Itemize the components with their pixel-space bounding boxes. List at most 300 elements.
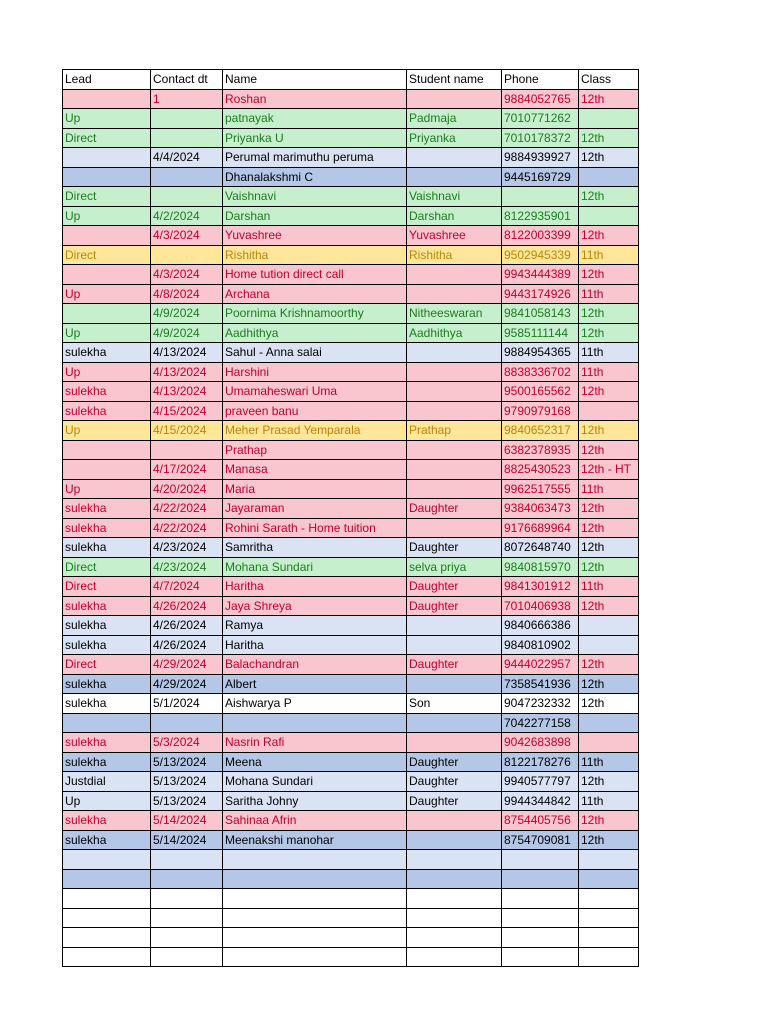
table-row: [63, 830, 639, 850]
student-name-cell[interactable]: [407, 265, 502, 285]
contact-dt-cell[interactable]: 5/1/2024: [151, 694, 223, 714]
phone-cell[interactable]: 8754709081: [502, 830, 579, 850]
class-cell[interactable]: 12th: [579, 128, 639, 148]
name-cell[interactable]: patnayak: [223, 109, 407, 129]
name-cell[interactable]: Perumal marimuthu peruma: [223, 148, 407, 168]
class-cell[interactable]: [579, 850, 639, 870]
student-name-cell[interactable]: [407, 733, 502, 753]
phone-cell[interactable]: 9500165562: [502, 382, 579, 402]
student-name-cell[interactable]: [407, 635, 502, 655]
class-cell[interactable]: 12th: [579, 655, 639, 675]
phone-cell[interactable]: 9384063473: [502, 499, 579, 519]
student-name-cell[interactable]: Nitheeswaran: [407, 304, 502, 324]
table-row: [63, 304, 639, 324]
table-row: [63, 109, 639, 129]
table-row: [63, 245, 639, 265]
contact-dt-cell[interactable]: [151, 440, 223, 460]
contact-dt-cell[interactable]: 5/14/2024: [151, 830, 223, 850]
contact-dt-cell[interactable]: 4/4/2024: [151, 148, 223, 168]
phone-cell[interactable]: 9944344842: [502, 791, 579, 811]
contact-dt-cell[interactable]: 4/13/2024: [151, 343, 223, 363]
lead-cell[interactable]: Up: [63, 323, 151, 343]
phone-cell[interactable]: 7010771262: [502, 109, 579, 129]
class-cell[interactable]: [579, 947, 639, 967]
class-cell[interactable]: 12th - HT: [579, 460, 639, 480]
class-cell[interactable]: 11th: [579, 284, 639, 304]
contact-dt-cell[interactable]: 4/9/2024: [151, 304, 223, 324]
student-name-cell[interactable]: [407, 479, 502, 499]
student-name-cell[interactable]: [407, 440, 502, 460]
name-cell[interactable]: [223, 889, 407, 909]
lead-cell[interactable]: sulekha: [63, 830, 151, 850]
name-cell[interactable]: Meher Prasad Yemparala: [223, 421, 407, 441]
lead-cell[interactable]: [63, 226, 151, 246]
name-cell[interactable]: Albert: [223, 674, 407, 694]
contact-dt-cell[interactable]: [151, 908, 223, 928]
header-name[interactable]: Name: [223, 70, 407, 90]
table-row: [63, 382, 639, 402]
student-name-cell[interactable]: Daughter: [407, 655, 502, 675]
student-name-cell[interactable]: Prathap: [407, 421, 502, 441]
student-name-cell[interactable]: Daughter: [407, 577, 502, 597]
phone-cell[interactable]: [502, 908, 579, 928]
lead-cell[interactable]: [63, 265, 151, 285]
table-row: [63, 89, 639, 109]
phone-cell[interactable]: 8838336702: [502, 362, 579, 382]
table-row: [63, 343, 639, 363]
class-cell[interactable]: [579, 869, 639, 889]
student-name-cell[interactable]: Daughter: [407, 772, 502, 792]
phone-cell[interactable]: 8754405756: [502, 811, 579, 831]
contact-dt-cell[interactable]: [151, 889, 223, 909]
name-cell[interactable]: Haritha: [223, 577, 407, 597]
class-cell[interactable]: [579, 206, 639, 226]
lead-cell[interactable]: [63, 908, 151, 928]
phone-cell[interactable]: [502, 869, 579, 889]
contact-dt-cell[interactable]: 5/13/2024: [151, 752, 223, 772]
phone-cell[interactable]: [502, 947, 579, 967]
lead-cell[interactable]: Direct: [63, 245, 151, 265]
lead-cell[interactable]: [63, 850, 151, 870]
student-name-cell[interactable]: [407, 284, 502, 304]
phone-cell[interactable]: 9884939927: [502, 148, 579, 168]
contact-dt-cell[interactable]: 1: [151, 89, 223, 109]
name-cell[interactable]: Mohana Sundari: [223, 772, 407, 792]
student-name-cell[interactable]: [407, 947, 502, 967]
lead-cell[interactable]: Up: [63, 109, 151, 129]
name-cell[interactable]: Aadhithya: [223, 323, 407, 343]
class-cell[interactable]: 12th: [579, 772, 639, 792]
name-cell[interactable]: Sahinaa Afrin: [223, 811, 407, 831]
phone-cell[interactable]: 9840815970: [502, 557, 579, 577]
lead-cell[interactable]: sulekha: [63, 811, 151, 831]
class-cell[interactable]: [579, 167, 639, 187]
phone-cell[interactable]: 6382378935: [502, 440, 579, 460]
header-phone[interactable]: Phone: [502, 70, 579, 90]
contact-dt-cell[interactable]: [151, 713, 223, 733]
student-name-cell[interactable]: Priyanka: [407, 128, 502, 148]
table-row: [63, 440, 639, 460]
table-row: [63, 752, 639, 772]
name-cell[interactable]: Aishwarya P: [223, 694, 407, 714]
contact-dt-cell[interactable]: [151, 850, 223, 870]
name-cell[interactable]: Home tution direct call: [223, 265, 407, 285]
student-name-cell[interactable]: Daughter: [407, 791, 502, 811]
contact-dt-cell[interactable]: 4/26/2024: [151, 596, 223, 616]
lead-cell[interactable]: Direct: [63, 187, 151, 207]
lead-cell[interactable]: sulekha: [63, 752, 151, 772]
name-cell[interactable]: Dhanalakshmi C: [223, 167, 407, 187]
phone-cell[interactable]: 9790979168: [502, 401, 579, 421]
table-row: [63, 596, 639, 616]
class-cell[interactable]: 12th: [579, 89, 639, 109]
lead-cell[interactable]: Direct: [63, 655, 151, 675]
lead-cell[interactable]: Up: [63, 791, 151, 811]
phone-cell[interactable]: 9443174926: [502, 284, 579, 304]
lead-cell[interactable]: [63, 713, 151, 733]
phone-cell[interactable]: 9585111144: [502, 323, 579, 343]
lead-cell[interactable]: [63, 440, 151, 460]
class-cell[interactable]: 11th: [579, 245, 639, 265]
phone-cell[interactable]: 9445169729: [502, 167, 579, 187]
phone-cell[interactable]: 7010178372: [502, 128, 579, 148]
student-name-cell[interactable]: Son: [407, 694, 502, 714]
lead-cell[interactable]: sulekha: [63, 733, 151, 753]
lead-cell[interactable]: Up: [63, 206, 151, 226]
student-name-cell[interactable]: Daughter: [407, 499, 502, 519]
contact-dt-cell[interactable]: [151, 128, 223, 148]
phone-cell[interactable]: [502, 187, 579, 207]
name-cell[interactable]: Haritha: [223, 635, 407, 655]
contact-dt-cell[interactable]: [151, 187, 223, 207]
student-name-cell[interactable]: Daughter: [407, 596, 502, 616]
name-cell[interactable]: Manasa: [223, 460, 407, 480]
name-cell[interactable]: Samritha: [223, 538, 407, 558]
class-cell[interactable]: 12th: [579, 265, 639, 285]
lead-cell[interactable]: sulekha: [63, 343, 151, 363]
class-cell[interactable]: 12th: [579, 830, 639, 850]
name-cell[interactable]: Umamaheswari Uma: [223, 382, 407, 402]
phone-cell[interactable]: 8825430523: [502, 460, 579, 480]
table-row: [63, 772, 639, 792]
lead-cell[interactable]: sulekha: [63, 694, 151, 714]
phone-cell[interactable]: 9444022957: [502, 655, 579, 675]
contact-dt-cell[interactable]: 5/14/2024: [151, 811, 223, 831]
class-cell[interactable]: 12th: [579, 382, 639, 402]
phone-cell[interactable]: 8072648740: [502, 538, 579, 558]
student-name-cell[interactable]: Yuvashree: [407, 226, 502, 246]
student-name-cell[interactable]: [407, 382, 502, 402]
name-cell[interactable]: Priyanka U: [223, 128, 407, 148]
lead-cell[interactable]: sulekha: [63, 401, 151, 421]
class-cell[interactable]: 12th: [579, 421, 639, 441]
contact-dt-cell[interactable]: 4/8/2024: [151, 284, 223, 304]
name-cell[interactable]: [223, 869, 407, 889]
lead-cell[interactable]: sulekha: [63, 674, 151, 694]
class-cell[interactable]: [579, 401, 639, 421]
name-cell[interactable]: [223, 947, 407, 967]
contact-dt-cell[interactable]: 4/15/2024: [151, 401, 223, 421]
header-student-name[interactable]: Student name: [407, 70, 502, 90]
student-name-cell[interactable]: Daughter: [407, 752, 502, 772]
name-cell[interactable]: Sahul - Anna salai: [223, 343, 407, 363]
class-cell[interactable]: 12th: [579, 323, 639, 343]
student-name-cell[interactable]: [407, 889, 502, 909]
lead-cell[interactable]: [63, 947, 151, 967]
name-cell[interactable]: Saritha Johny: [223, 791, 407, 811]
contact-dt-cell[interactable]: 5/13/2024: [151, 791, 223, 811]
student-name-cell[interactable]: [407, 460, 502, 480]
class-cell[interactable]: 12th: [579, 440, 639, 460]
contact-dt-cell[interactable]: 4/23/2024: [151, 538, 223, 558]
table-row: [63, 635, 639, 655]
student-name-cell[interactable]: Aadhithya: [407, 323, 502, 343]
class-cell[interactable]: [579, 889, 639, 909]
phone-cell[interactable]: 9840810902: [502, 635, 579, 655]
name-cell[interactable]: Darshan: [223, 206, 407, 226]
table-row: [63, 889, 639, 909]
student-name-cell[interactable]: [407, 167, 502, 187]
table-row: [63, 869, 639, 889]
phone-cell[interactable]: 7358541936: [502, 674, 579, 694]
table-row: [63, 187, 639, 207]
name-cell[interactable]: Mohana Sundari: [223, 557, 407, 577]
table-row: [63, 928, 639, 948]
phone-cell[interactable]: 8122935901: [502, 206, 579, 226]
lead-cell[interactable]: [63, 928, 151, 948]
name-cell[interactable]: Meenakshi manohar: [223, 830, 407, 850]
student-name-cell[interactable]: [407, 616, 502, 636]
lead-cell[interactable]: Direct: [63, 557, 151, 577]
phone-cell[interactable]: 9962517555: [502, 479, 579, 499]
student-name-cell[interactable]: [407, 148, 502, 168]
lead-cell[interactable]: Justdial: [63, 772, 151, 792]
student-name-cell[interactable]: [407, 811, 502, 831]
name-cell[interactable]: Prathap: [223, 440, 407, 460]
lead-cell[interactable]: sulekha: [63, 635, 151, 655]
student-name-cell[interactable]: [407, 850, 502, 870]
student-name-cell[interactable]: selva priya: [407, 557, 502, 577]
table-row: [63, 713, 639, 733]
lead-cell[interactable]: [63, 869, 151, 889]
student-name-cell[interactable]: Darshan: [407, 206, 502, 226]
phone-cell[interactable]: 9840652317: [502, 421, 579, 441]
contact-dt-cell[interactable]: 4/13/2024: [151, 382, 223, 402]
phone-cell[interactable]: 9940577797: [502, 772, 579, 792]
header-contact-dt[interactable]: Contact dt: [151, 70, 223, 90]
student-name-cell[interactable]: [407, 928, 502, 948]
lead-cell[interactable]: [63, 148, 151, 168]
name-cell[interactable]: Ramya: [223, 616, 407, 636]
class-cell[interactable]: 11th: [579, 791, 639, 811]
contact-dt-cell[interactable]: 4/3/2024: [151, 265, 223, 285]
contact-dt-cell[interactable]: 4/29/2024: [151, 655, 223, 675]
contact-dt-cell[interactable]: [151, 109, 223, 129]
name-cell[interactable]: [223, 850, 407, 870]
name-cell[interactable]: [223, 713, 407, 733]
table-row: [63, 401, 639, 421]
lead-cell[interactable]: sulekha: [63, 499, 151, 519]
phone-cell[interactable]: 9841301912: [502, 577, 579, 597]
phone-cell[interactable]: 9176689964: [502, 518, 579, 538]
name-cell[interactable]: Jaya Shreya: [223, 596, 407, 616]
class-cell[interactable]: 11th: [579, 343, 639, 363]
contact-dt-cell[interactable]: 4/23/2024: [151, 557, 223, 577]
contact-dt-cell[interactable]: 4/22/2024: [151, 499, 223, 519]
table-row: [63, 518, 639, 538]
name-cell[interactable]: Yuvashree: [223, 226, 407, 246]
class-cell[interactable]: [579, 928, 639, 948]
class-cell[interactable]: 11th: [579, 752, 639, 772]
class-cell[interactable]: [579, 109, 639, 129]
class-cell[interactable]: 12th: [579, 226, 639, 246]
table-row: [63, 908, 639, 928]
class-cell[interactable]: 12th: [579, 538, 639, 558]
class-cell[interactable]: 11th: [579, 362, 639, 382]
contact-dt-cell[interactable]: 5/3/2024: [151, 733, 223, 753]
header-class[interactable]: Class: [579, 70, 639, 90]
student-name-cell[interactable]: [407, 908, 502, 928]
lead-cell[interactable]: Up: [63, 284, 151, 304]
lead-cell[interactable]: sulekha: [63, 518, 151, 538]
class-cell[interactable]: 12th: [579, 694, 639, 714]
class-cell[interactable]: [579, 635, 639, 655]
lead-cell[interactable]: [63, 460, 151, 480]
lead-cell[interactable]: sulekha: [63, 596, 151, 616]
phone-cell[interactable]: 7010406938: [502, 596, 579, 616]
table-row: [63, 284, 639, 304]
name-cell[interactable]: [223, 928, 407, 948]
contact-dt-cell[interactable]: 4/3/2024: [151, 226, 223, 246]
lead-cell[interactable]: Direct: [63, 128, 151, 148]
table-row: [63, 655, 639, 675]
student-name-cell[interactable]: [407, 674, 502, 694]
name-cell[interactable]: Harshini: [223, 362, 407, 382]
phone-cell[interactable]: 9943444389: [502, 265, 579, 285]
contact-dt-cell[interactable]: 4/26/2024: [151, 635, 223, 655]
contact-dt-cell[interactable]: 4/13/2024: [151, 362, 223, 382]
phone-cell[interactable]: 9042683898: [502, 733, 579, 753]
name-cell[interactable]: Poornima Krishnamoorthy: [223, 304, 407, 324]
name-cell[interactable]: Jayaraman: [223, 499, 407, 519]
student-name-cell[interactable]: Padmaja: [407, 109, 502, 129]
contact-dt-cell[interactable]: 4/7/2024: [151, 577, 223, 597]
class-cell[interactable]: [579, 908, 639, 928]
name-cell[interactable]: Vaishnavi: [223, 187, 407, 207]
class-cell[interactable]: 12th: [579, 518, 639, 538]
phone-cell[interactable]: [502, 928, 579, 948]
class-cell[interactable]: [579, 616, 639, 636]
contact-dt-cell[interactable]: 4/20/2024: [151, 479, 223, 499]
class-cell[interactable]: 12th: [579, 811, 639, 831]
class-cell[interactable]: 12th: [579, 148, 639, 168]
contact-dt-cell[interactable]: 4/22/2024: [151, 518, 223, 538]
name-cell[interactable]: praveen banu: [223, 401, 407, 421]
name-cell[interactable]: [223, 908, 407, 928]
name-cell[interactable]: Roshan: [223, 89, 407, 109]
phone-cell[interactable]: 9840666386: [502, 616, 579, 636]
contact-dt-cell[interactable]: [151, 928, 223, 948]
phone-cell[interactable]: 8122003399: [502, 226, 579, 246]
student-name-cell[interactable]: [407, 343, 502, 363]
class-cell[interactable]: 12th: [579, 674, 639, 694]
contact-dt-cell[interactable]: 4/15/2024: [151, 421, 223, 441]
student-name-cell[interactable]: [407, 830, 502, 850]
phone-cell[interactable]: [502, 889, 579, 909]
lead-cell[interactable]: Up: [63, 421, 151, 441]
phone-cell[interactable]: 7042277158: [502, 713, 579, 733]
lead-cell[interactable]: Direct: [63, 577, 151, 597]
student-name-cell[interactable]: [407, 713, 502, 733]
class-cell[interactable]: 11th: [579, 577, 639, 597]
class-cell[interactable]: 12th: [579, 187, 639, 207]
name-cell[interactable]: Rishitha: [223, 245, 407, 265]
contact-dt-cell[interactable]: 4/2/2024: [151, 206, 223, 226]
phone-cell[interactable]: 9502945339: [502, 245, 579, 265]
class-cell[interactable]: 11th: [579, 479, 639, 499]
phone-cell[interactable]: 9884052765: [502, 89, 579, 109]
table-row: [63, 362, 639, 382]
contact-dt-cell[interactable]: [151, 167, 223, 187]
student-name-cell[interactable]: [407, 362, 502, 382]
contact-dt-cell[interactable]: 5/13/2024: [151, 772, 223, 792]
contact-dt-cell[interactable]: [151, 869, 223, 889]
phone-cell[interactable]: 9047232332: [502, 694, 579, 714]
name-cell[interactable]: Archana: [223, 284, 407, 304]
phone-cell[interactable]: 9841058143: [502, 304, 579, 324]
contact-dt-cell[interactable]: 4/29/2024: [151, 674, 223, 694]
lead-cell[interactable]: sulekha: [63, 538, 151, 558]
contact-dt-cell[interactable]: [151, 947, 223, 967]
class-cell[interactable]: [579, 713, 639, 733]
lead-cell[interactable]: Up: [63, 479, 151, 499]
table-row: [63, 265, 639, 285]
student-name-cell[interactable]: Vaishnavi: [407, 187, 502, 207]
lead-cell[interactable]: [63, 304, 151, 324]
student-name-cell[interactable]: Rishitha: [407, 245, 502, 265]
class-cell[interactable]: 12th: [579, 596, 639, 616]
name-cell[interactable]: Nasrin Rafi: [223, 733, 407, 753]
lead-cell[interactable]: Up: [63, 362, 151, 382]
phone-cell[interactable]: 8122178276: [502, 752, 579, 772]
name-cell[interactable]: Rohini Sarath - Home tuition: [223, 518, 407, 538]
contact-dt-cell[interactable]: 4/26/2024: [151, 616, 223, 636]
phone-cell[interactable]: [502, 850, 579, 870]
class-cell[interactable]: 12th: [579, 304, 639, 324]
contact-dt-cell[interactable]: [151, 245, 223, 265]
class-cell[interactable]: [579, 733, 639, 753]
student-name-cell[interactable]: [407, 869, 502, 889]
class-cell[interactable]: 12th: [579, 499, 639, 519]
lead-cell[interactable]: sulekha: [63, 382, 151, 402]
lead-cell[interactable]: [63, 89, 151, 109]
lead-cell[interactable]: [63, 889, 151, 909]
student-name-cell[interactable]: [407, 518, 502, 538]
phone-cell[interactable]: 9884954365: [502, 343, 579, 363]
student-name-cell[interactable]: Daughter: [407, 538, 502, 558]
lead-cell[interactable]: sulekha: [63, 616, 151, 636]
student-name-cell[interactable]: [407, 89, 502, 109]
lead-cell[interactable]: [63, 167, 151, 187]
name-cell[interactable]: Meena: [223, 752, 407, 772]
class-cell[interactable]: 12th: [579, 557, 639, 577]
name-cell[interactable]: Maria: [223, 479, 407, 499]
name-cell[interactable]: Balachandran: [223, 655, 407, 675]
header-lead[interactable]: Lead: [63, 70, 151, 90]
contact-dt-cell[interactable]: 4/17/2024: [151, 460, 223, 480]
student-name-cell[interactable]: [407, 401, 502, 421]
contact-dt-cell[interactable]: 4/9/2024: [151, 323, 223, 343]
